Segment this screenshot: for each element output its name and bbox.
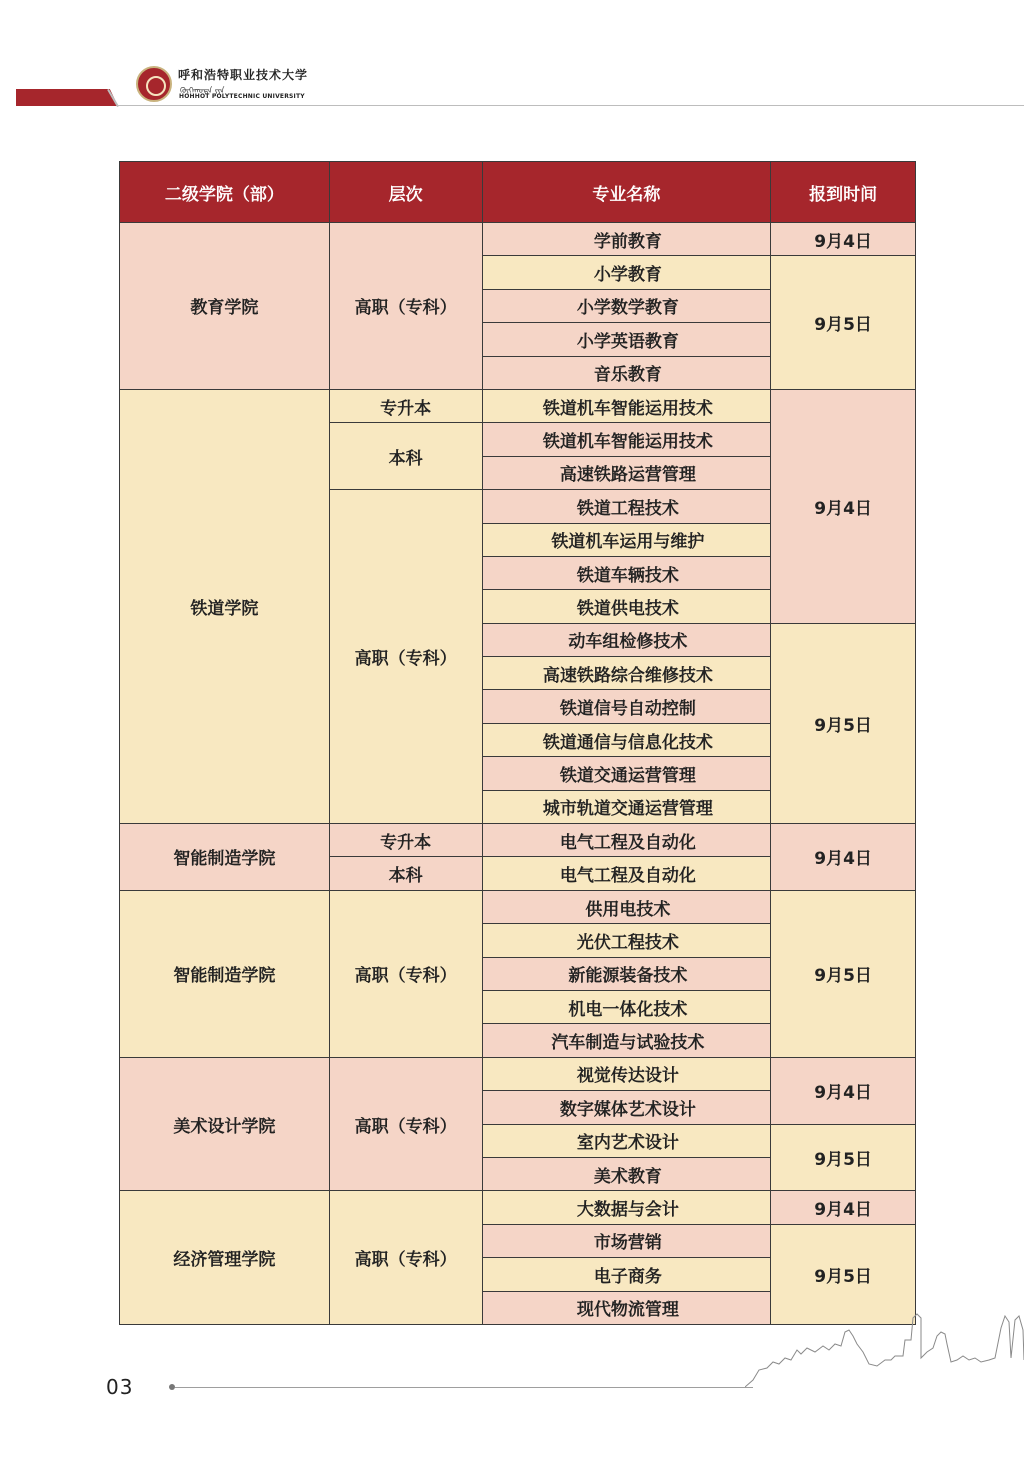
college-cell: 智能制造学院 <box>120 824 330 891</box>
major-cell: 铁道机车智能运用技术 <box>482 423 771 456</box>
major-cell: 城市轨道交通运营管理 <box>482 790 771 823</box>
level-cell: 高职（专科） <box>329 490 482 824</box>
major-cell: 铁道机车智能运用技术 <box>482 389 771 422</box>
major-cell: 学前教育 <box>482 223 771 256</box>
major-cell: 新能源装备技术 <box>482 957 771 990</box>
college-cell: 经济管理学院 <box>120 1191 330 1325</box>
column-header-major: 专业名称 <box>482 162 771 223</box>
table-row <box>120 890 916 923</box>
level-cell: 本科 <box>329 423 482 490</box>
major-cell: 汽车制造与试验技术 <box>482 1024 771 1057</box>
date-cell: 9月4日 <box>771 824 916 891</box>
level-cell: 高职（专科） <box>329 223 482 390</box>
major-cell: 动车组检修技术 <box>482 623 771 656</box>
university-logo-icon <box>136 66 172 102</box>
date-cell: 9月5日 <box>771 1224 916 1324</box>
major-cell: 铁道车辆技术 <box>482 556 771 589</box>
registration-schedule-table <box>119 161 916 1325</box>
major-cell: 铁道工程技术 <box>482 490 771 523</box>
major-cell: 铁道信号自动控制 <box>482 690 771 723</box>
date-cell: 9月4日 <box>771 223 916 256</box>
major-cell: 小学数学教育 <box>482 289 771 322</box>
major-cell: 光伏工程技术 <box>482 924 771 957</box>
major-cell: 铁道机车运用与维护 <box>482 523 771 556</box>
major-cell: 视觉传达设计 <box>482 1057 771 1090</box>
footer-rule <box>175 1387 753 1388</box>
major-cell: 供用电技术 <box>482 890 771 923</box>
city-skyline-icon <box>745 1300 1024 1392</box>
date-cell: 9月5日 <box>771 1124 916 1191</box>
major-cell: 美术教育 <box>482 1157 771 1190</box>
major-cell: 铁道通信与信息化技术 <box>482 723 771 756</box>
major-cell: 室内艺术设计 <box>482 1124 771 1157</box>
date-cell: 9月5日 <box>771 623 916 823</box>
college-cell: 铁道学院 <box>120 389 330 823</box>
header-accent-bar <box>16 89 118 106</box>
date-cell: 9月4日 <box>771 1191 916 1224</box>
header-rule <box>118 105 1024 106</box>
date-cell: 9月5日 <box>771 256 916 390</box>
major-cell: 小学英语教育 <box>482 323 771 356</box>
column-header-date: 报到时间 <box>771 162 916 223</box>
university-name-en: HOHHOT POLYTECHNIC UNIVERSITY <box>179 93 305 100</box>
table-row <box>120 824 916 857</box>
level-cell: 高职（专科） <box>329 1057 482 1191</box>
college-cell: 教育学院 <box>120 223 330 390</box>
major-cell: 高速铁路运营管理 <box>482 456 771 489</box>
college-cell: 智能制造学院 <box>120 890 330 1057</box>
major-cell: 电子商务 <box>482 1258 771 1291</box>
major-cell: 小学教育 <box>482 256 771 289</box>
major-cell: 电气工程及自动化 <box>482 857 771 890</box>
date-cell: 9月5日 <box>771 890 916 1057</box>
table-row <box>120 389 916 422</box>
university-name-mn: ᠬᠥᠬᠡᠬᠣᠲᠠ ᠶᠢᠨ <box>180 86 225 95</box>
level-cell: 专升本 <box>329 824 482 857</box>
college-cell: 美术设计学院 <box>120 1057 330 1191</box>
table-header-row <box>120 162 916 223</box>
major-cell: 现代物流管理 <box>482 1291 771 1324</box>
table-row <box>120 223 916 256</box>
major-cell: 电气工程及自动化 <box>482 824 771 857</box>
major-cell: 市场营销 <box>482 1224 771 1257</box>
major-cell: 铁道交通运营管理 <box>482 757 771 790</box>
column-header-level: 层次 <box>329 162 482 223</box>
level-cell: 专升本 <box>329 389 482 422</box>
major-cell: 数字媒体艺术设计 <box>482 1091 771 1124</box>
date-cell: 9月4日 <box>771 1057 916 1124</box>
level-cell: 高职（专科） <box>329 890 482 1057</box>
level-cell: 高职（专科） <box>329 1191 482 1325</box>
column-header-college: 二级学院（部） <box>120 162 330 223</box>
major-cell: 铁道供电技术 <box>482 590 771 623</box>
table-row <box>120 1191 916 1224</box>
university-name-cn: 呼和浩特职业技术大学 <box>178 68 309 82</box>
table-row <box>120 1057 916 1090</box>
major-cell: 大数据与会计 <box>482 1191 771 1224</box>
major-cell: 机电一体化技术 <box>482 990 771 1023</box>
date-cell: 9月4日 <box>771 389 916 623</box>
major-cell: 音乐教育 <box>482 356 771 389</box>
level-cell: 本科 <box>329 857 482 890</box>
page-number: 03 <box>106 1375 134 1399</box>
major-cell: 高速铁路综合维修技术 <box>482 657 771 690</box>
